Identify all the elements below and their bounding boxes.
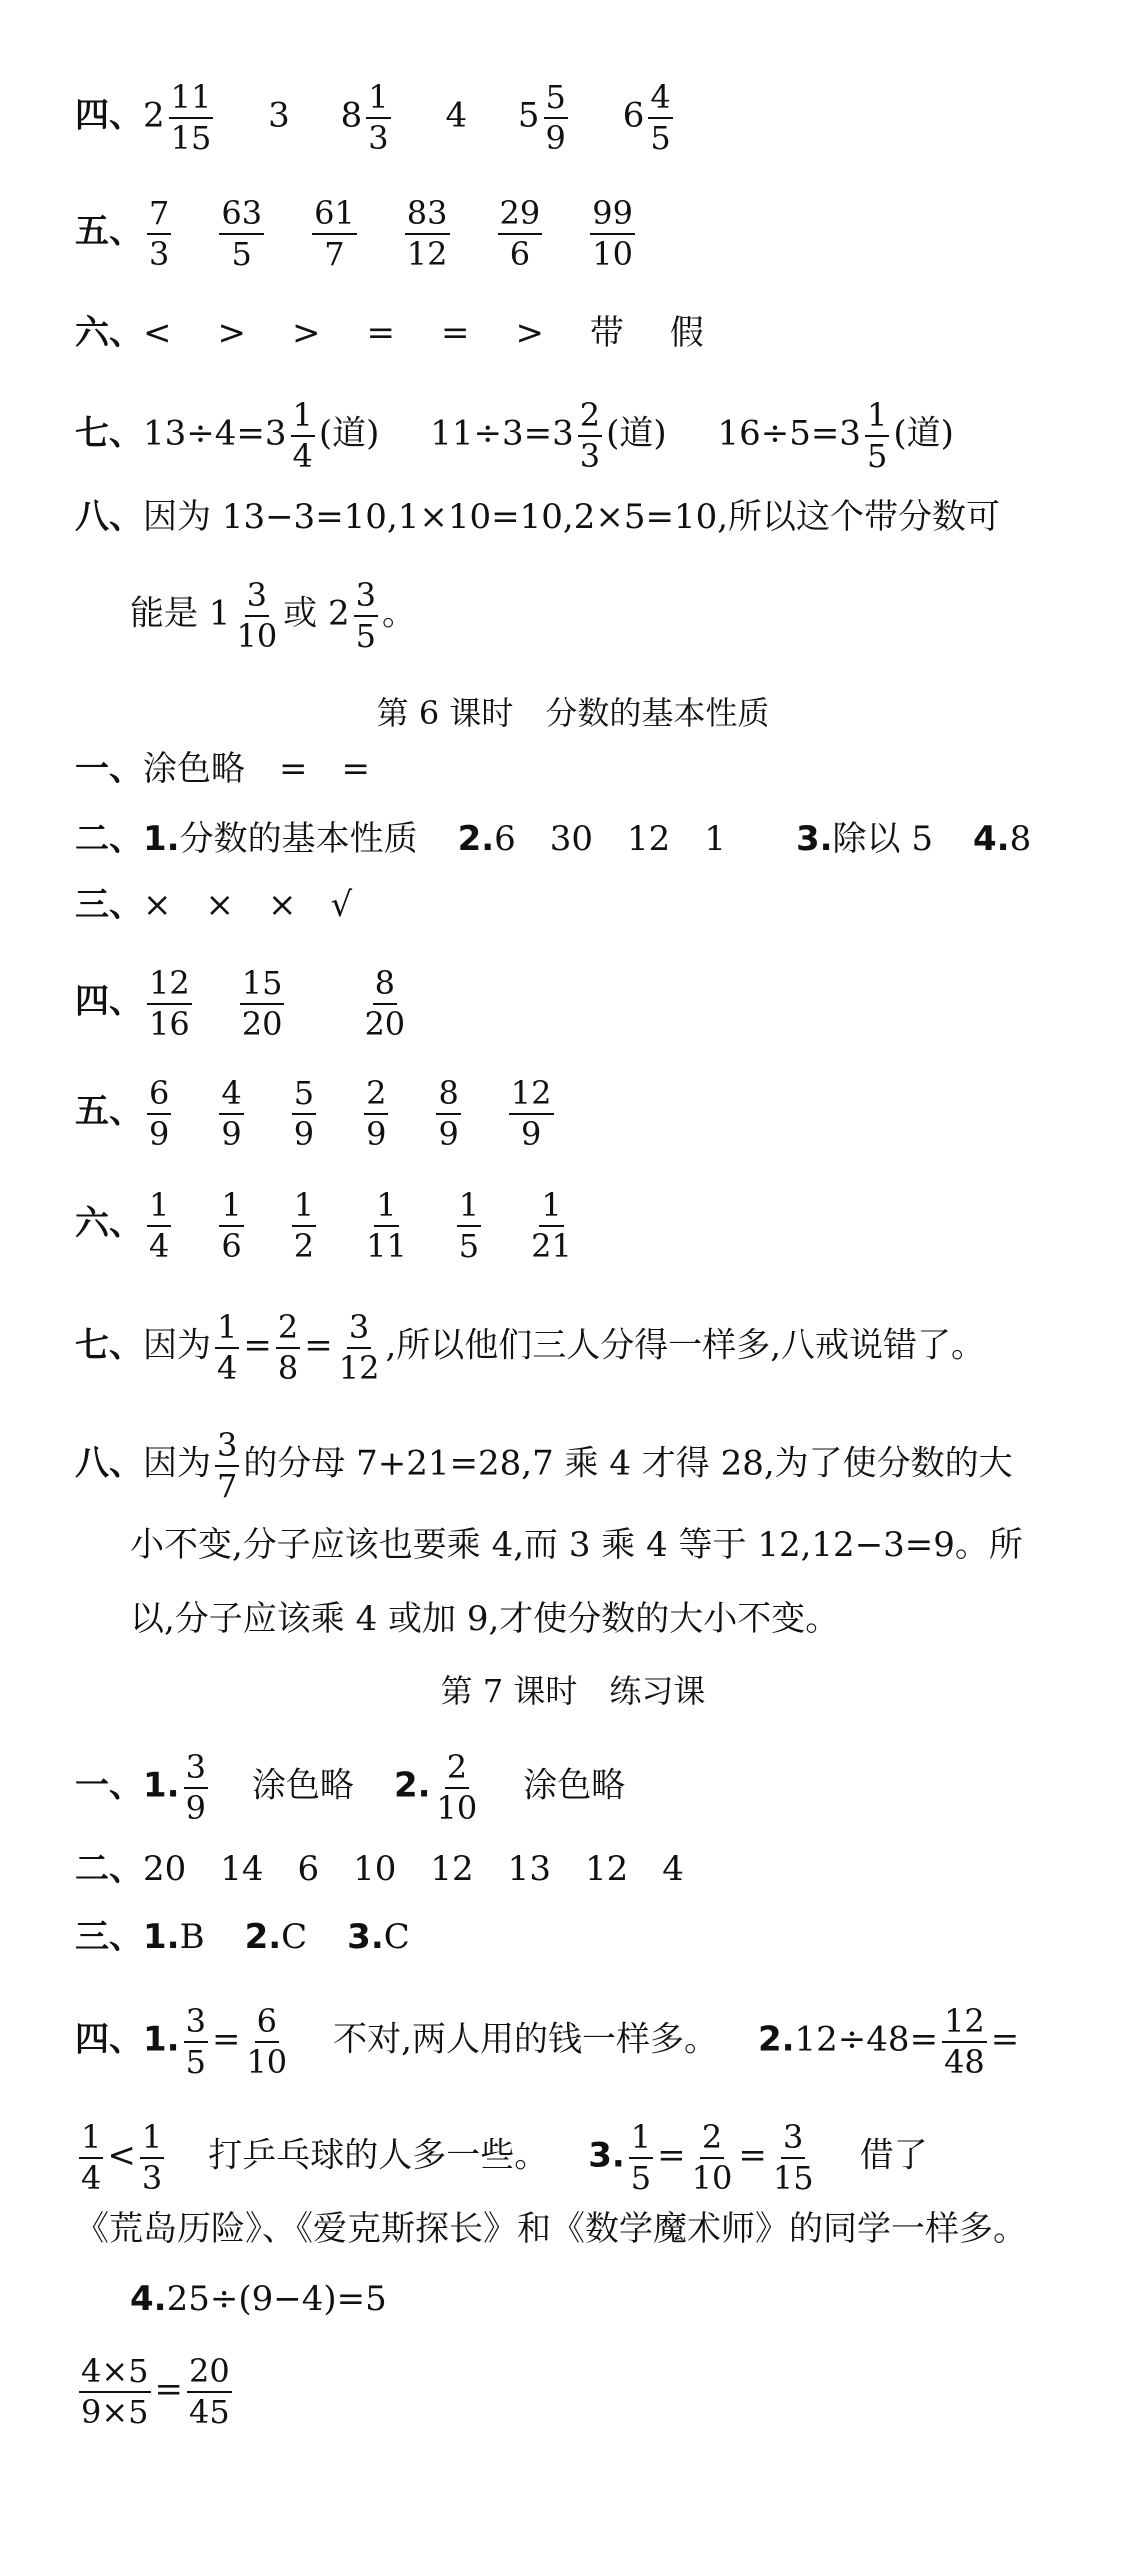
numerator: 3: [215, 1428, 239, 1467]
fraction: [219, 196, 264, 271]
item-number: 2.: [457, 819, 495, 859]
denominator: 21: [531, 1226, 572, 1265]
equals-sign: =: [738, 2135, 767, 2176]
answer-text: 以,分子应该乘 4 或加 9,才使分数的大小不变。: [130, 1599, 840, 1639]
l6-q7: [75, 1310, 985, 1385]
item-number: 1.: [143, 819, 180, 859]
answer-text: 借了: [859, 2135, 928, 2176]
unit-text: (道): [606, 413, 667, 454]
numerator: 6: [255, 2004, 279, 2043]
numerator: 8: [436, 1076, 460, 1115]
denominator: 9: [149, 1114, 170, 1153]
item-number: 2.: [757, 2019, 795, 2060]
numerator: 1: [457, 1188, 481, 1227]
denominator: 11: [366, 1226, 407, 1265]
numerator: 1: [79, 2120, 103, 2159]
denominator: 3: [149, 234, 170, 273]
sec-prev-q8-line2: [130, 578, 416, 653]
answer-text: 小不变,分子应该也要乘 4,而 3 乘 4 等于 12,12−3=9。所: [130, 1525, 1023, 1565]
fraction: [187, 2354, 232, 2429]
sec-prev-q8: [75, 497, 1001, 537]
fraction: [147, 1076, 171, 1151]
fraction: [590, 196, 635, 271]
answer-text: 涂色略: [251, 1765, 354, 1806]
fraction: [629, 2120, 653, 2195]
item-number: 4.: [972, 819, 1010, 859]
numerator: 2: [578, 398, 602, 437]
item-number: 2.: [393, 1765, 431, 1806]
numerator: 12: [147, 966, 192, 1005]
l7-q4-item4: [130, 2279, 387, 2319]
fraction: [219, 1076, 243, 1151]
q-prefix: 一、: [75, 749, 143, 789]
fraction: [244, 2004, 289, 2079]
denominator: 5: [650, 118, 671, 157]
sec-prev-q5: [75, 196, 639, 271]
denominator: 10: [436, 1788, 478, 1827]
denominator: 4: [81, 2158, 102, 2197]
q-prefix: 二、: [75, 819, 143, 859]
l6-q1: [75, 749, 370, 789]
numerator: 29: [498, 196, 543, 235]
sec-prev-q4: [75, 80, 677, 155]
numerator: 1: [629, 2120, 653, 2159]
numerator: 3: [184, 1750, 208, 1789]
denominator: 6: [509, 234, 531, 273]
l7-q4-line3: [75, 2209, 1027, 2249]
fraction: [219, 1188, 243, 1263]
q-prefix: 六、: [75, 313, 143, 353]
l7-q4-line2: [75, 2120, 928, 2195]
answer-text: 分数的基本性质: [179, 819, 418, 859]
numerator: 1: [291, 398, 315, 437]
q-prefix: 二、: [75, 1849, 143, 1889]
answer-text: 因为: [143, 1325, 211, 1366]
fraction: [436, 1076, 460, 1151]
denominator: 12: [406, 234, 448, 273]
denominator: 5: [458, 1226, 480, 1265]
fraction: [215, 1310, 239, 1385]
fraction: [405, 196, 450, 271]
whole-number: 6: [622, 95, 645, 136]
numerator: 3: [354, 578, 378, 617]
lesson6-title: 第 6 课时 分数的基本性质: [376, 694, 770, 732]
answer-text: 《荒岛历险》、《爱克斯探长》和《数学魔术师》的同学一样多。: [75, 2209, 1027, 2249]
whole-number: 5: [517, 95, 540, 136]
denominator: 5: [355, 616, 376, 655]
numerator: 1: [140, 2120, 164, 2159]
denominator: 10: [691, 2158, 733, 2197]
q-prefix: 四、: [75, 2019, 143, 2060]
denominator: 5: [185, 2042, 206, 2081]
numerator: 3: [347, 1310, 371, 1349]
fraction: [337, 1310, 382, 1385]
numerator: 4: [219, 1076, 243, 1115]
denominator: 4: [217, 1348, 238, 1387]
answer-text: < > > = = > 带 假: [143, 313, 710, 353]
denominator: 5: [866, 436, 888, 475]
denominator: 20: [364, 1004, 406, 1043]
fraction: [942, 2004, 987, 2079]
numerator: 1: [219, 1188, 243, 1227]
answer-text: 6 30 12 1: [494, 819, 726, 859]
answer-text: 涂色略 = =: [143, 749, 370, 789]
fraction: [140, 2120, 164, 2195]
numerator: 4: [648, 80, 672, 119]
numerator: 1: [292, 1188, 316, 1227]
fraction: [234, 578, 279, 653]
fraction: [354, 578, 378, 653]
denominator: 48: [944, 2042, 985, 2081]
fraction: [648, 80, 672, 155]
answer-text: 涂色略: [523, 1765, 626, 1806]
numerator: 63: [219, 196, 264, 235]
fraction: [79, 2354, 151, 2429]
denominator: 5: [231, 234, 252, 273]
answer-text: 除以 5: [832, 819, 933, 859]
denominator: 9×5: [81, 2392, 149, 2431]
fraction: [498, 196, 543, 271]
q-prefix: 八、: [75, 1443, 143, 1484]
denominator: 7: [217, 1466, 238, 1505]
denominator: 10: [236, 616, 278, 655]
denominator: 9: [366, 1114, 387, 1153]
fraction: [79, 2120, 103, 2195]
unit-text: (道): [893, 413, 954, 454]
denominator: 7: [324, 234, 345, 273]
numerator: 6: [147, 1076, 171, 1115]
answer-text: 的分母 7+21=28,7 乘 4 才得 28,为了使分数的大: [243, 1443, 1013, 1484]
fraction: [184, 2004, 208, 2079]
q-prefix: 三、: [75, 885, 143, 925]
fraction: [312, 196, 357, 271]
q-prefix: 七、: [75, 413, 143, 454]
answer-text: 不对,两人用的钱一样多。: [333, 2019, 718, 2060]
numerator: 1: [215, 1310, 239, 1349]
q-prefix: 四、: [75, 981, 143, 1022]
answer-text: 因为: [143, 1443, 211, 1484]
whole-number: 2: [143, 95, 165, 136]
l6-q8-line2: [130, 1525, 1023, 1565]
q-prefix: 七、: [75, 1325, 143, 1366]
item-number: 4.: [130, 2279, 167, 2319]
equation: 16÷5=3: [717, 413, 861, 454]
fraction: [364, 1076, 388, 1151]
denominator: 3: [579, 436, 601, 475]
l6-q2: [75, 819, 1032, 859]
numerator: 3: [245, 578, 269, 617]
denominator: 4: [292, 436, 313, 475]
item-number: 3.: [588, 2135, 625, 2176]
item-number: 3.: [347, 1917, 384, 1957]
sec-prev-q6: [75, 313, 710, 353]
l6-q5: [75, 1076, 558, 1151]
denominator: 9: [185, 1788, 206, 1827]
answer-text: 因为 13−3=10,1×10=10,2×5=10,所以这个带分数可: [143, 497, 1001, 537]
denominator: 20: [241, 1004, 283, 1043]
fraction: [366, 80, 390, 155]
numerator: 1: [539, 1188, 563, 1227]
numerator: 83: [405, 196, 450, 235]
denominator: 5: [630, 2158, 652, 2197]
numerator: 3: [184, 2004, 208, 2043]
fraction: [292, 1188, 316, 1263]
l6-q4: [75, 966, 411, 1041]
answer-text: B: [179, 1917, 205, 1957]
item-number: 1.: [143, 1917, 180, 1957]
whole-number: 8: [340, 95, 363, 136]
fraction: [240, 966, 285, 1041]
equals-sign: =: [657, 2135, 686, 2176]
equation: 25÷(9−4)=5: [166, 2279, 387, 2319]
numerator: 5: [544, 80, 568, 119]
denominator: 9: [545, 118, 566, 157]
numerator: 12: [509, 1076, 554, 1115]
equation: 13÷4=3: [143, 413, 287, 454]
numerator: 61: [312, 196, 357, 235]
numerator: 11: [169, 80, 214, 119]
denominator: 6: [221, 1226, 242, 1265]
equation: 11÷3=3: [430, 413, 574, 454]
q-prefix: 五、: [75, 211, 143, 252]
fraction: [544, 80, 568, 155]
fraction: [865, 398, 889, 473]
numerator: 1: [865, 398, 889, 437]
fraction: [292, 1076, 316, 1151]
numerator: 5: [292, 1076, 316, 1115]
l7-q3: [75, 1917, 410, 1957]
answer-text: 能是 1: [130, 593, 231, 634]
numerator: 7: [147, 196, 171, 235]
q-prefix: 六、: [75, 1203, 143, 1244]
fraction: [771, 2120, 816, 2195]
fraction: [215, 1428, 239, 1503]
equals-sign: =: [243, 1325, 272, 1366]
answer-value: 4: [445, 95, 468, 136]
sec-prev-q7: [75, 398, 954, 473]
denominator: 4: [149, 1226, 170, 1265]
fraction: [690, 2120, 735, 2195]
equals-sign: =: [990, 2019, 1020, 2060]
l6-q8: [75, 1428, 1013, 1503]
fraction: [457, 1188, 481, 1263]
denominator: 9: [293, 1114, 315, 1153]
numerator: 3: [781, 2120, 805, 2159]
l6-q6: [75, 1188, 578, 1263]
item-number: 1.: [143, 1765, 180, 1806]
q-prefix: 三、: [75, 1917, 143, 1957]
fraction: [364, 1188, 409, 1263]
denominator: 2: [293, 1226, 315, 1265]
fraction: [147, 1188, 171, 1263]
item-number: 2.: [244, 1917, 282, 1957]
q-prefix: 一、: [75, 1765, 143, 1806]
fraction: [276, 1310, 300, 1385]
fraction: [362, 966, 407, 1041]
denominator: 10: [592, 234, 633, 273]
answer-text: 打乒乓球的人多一些。: [208, 2135, 549, 2176]
fraction: [184, 1750, 208, 1825]
numerator: 2: [700, 2120, 724, 2159]
numerator: 12: [942, 2004, 987, 2043]
answer-text: × × × √: [143, 885, 353, 925]
answer-text: 。: [381, 593, 416, 634]
equation: 12÷48=: [794, 2019, 939, 2060]
numerator: 1: [147, 1188, 171, 1227]
numerator: 1: [374, 1188, 398, 1227]
denominator: 8: [277, 1348, 299, 1387]
fraction: [435, 1750, 480, 1825]
answer-text: 或 2: [283, 593, 350, 634]
l7-q1: [75, 1750, 625, 1825]
q-prefix: 五、: [75, 1091, 143, 1132]
unit-text: (道): [318, 413, 380, 454]
answer-text: ,所以他们三人分得一样多,八戒说错了。: [385, 1325, 986, 1366]
item-number: 3.: [795, 819, 833, 859]
fraction: [291, 398, 315, 473]
numerator: 1: [366, 80, 390, 119]
l6-q8-line3: [130, 1599, 840, 1639]
fraction: [147, 196, 171, 271]
fraction: [147, 966, 192, 1041]
answer-value: 3: [268, 95, 290, 136]
l6-q3: [75, 885, 353, 925]
l7-q2: [75, 1849, 684, 1889]
numerator: 8: [373, 966, 397, 1005]
denominator: 45: [189, 2392, 230, 2431]
denominator: 3: [368, 118, 389, 157]
numerator: 15: [240, 966, 285, 1005]
fraction: [509, 1076, 554, 1151]
denominator: 3: [141, 2158, 163, 2197]
numerator: 2: [445, 1750, 469, 1789]
denominator: 16: [149, 1004, 190, 1043]
fraction: [169, 80, 214, 155]
numerator: 99: [590, 196, 635, 235]
fraction: [578, 398, 602, 473]
numerator: 20: [187, 2354, 232, 2393]
numerator: 4×5: [79, 2354, 151, 2393]
q-prefix: 八、: [75, 497, 143, 537]
denominator: 9: [520, 1114, 542, 1153]
numerator: 2: [276, 1310, 300, 1349]
l7-q4: [75, 2004, 1019, 2079]
answer-text: C: [281, 1917, 308, 1957]
denominator: 15: [170, 118, 212, 157]
answer-text: C: [383, 1917, 410, 1957]
denominator: 9: [438, 1114, 459, 1153]
denominator: 12: [338, 1348, 380, 1387]
item-number: 1.: [143, 2019, 180, 2060]
numerator: 2: [364, 1076, 388, 1115]
answer-text: 8: [1009, 819, 1032, 859]
less-than-sign: <: [107, 2135, 136, 2176]
denominator: 9: [221, 1114, 242, 1153]
q-prefix: 四、: [75, 95, 143, 136]
denominator: 10: [246, 2042, 288, 2081]
lesson7-title: 第 7 课时 练习课: [440, 1672, 706, 1710]
equals-sign: =: [154, 2369, 184, 2410]
fraction: [529, 1188, 574, 1263]
denominator: 15: [772, 2158, 814, 2197]
equals-sign: =: [211, 2019, 241, 2060]
equals-sign: =: [304, 1325, 333, 1366]
answer-text: 20 14 6 10 12 13 12 4: [143, 1849, 684, 1889]
l7-q4-item4-frac: [75, 2354, 236, 2429]
